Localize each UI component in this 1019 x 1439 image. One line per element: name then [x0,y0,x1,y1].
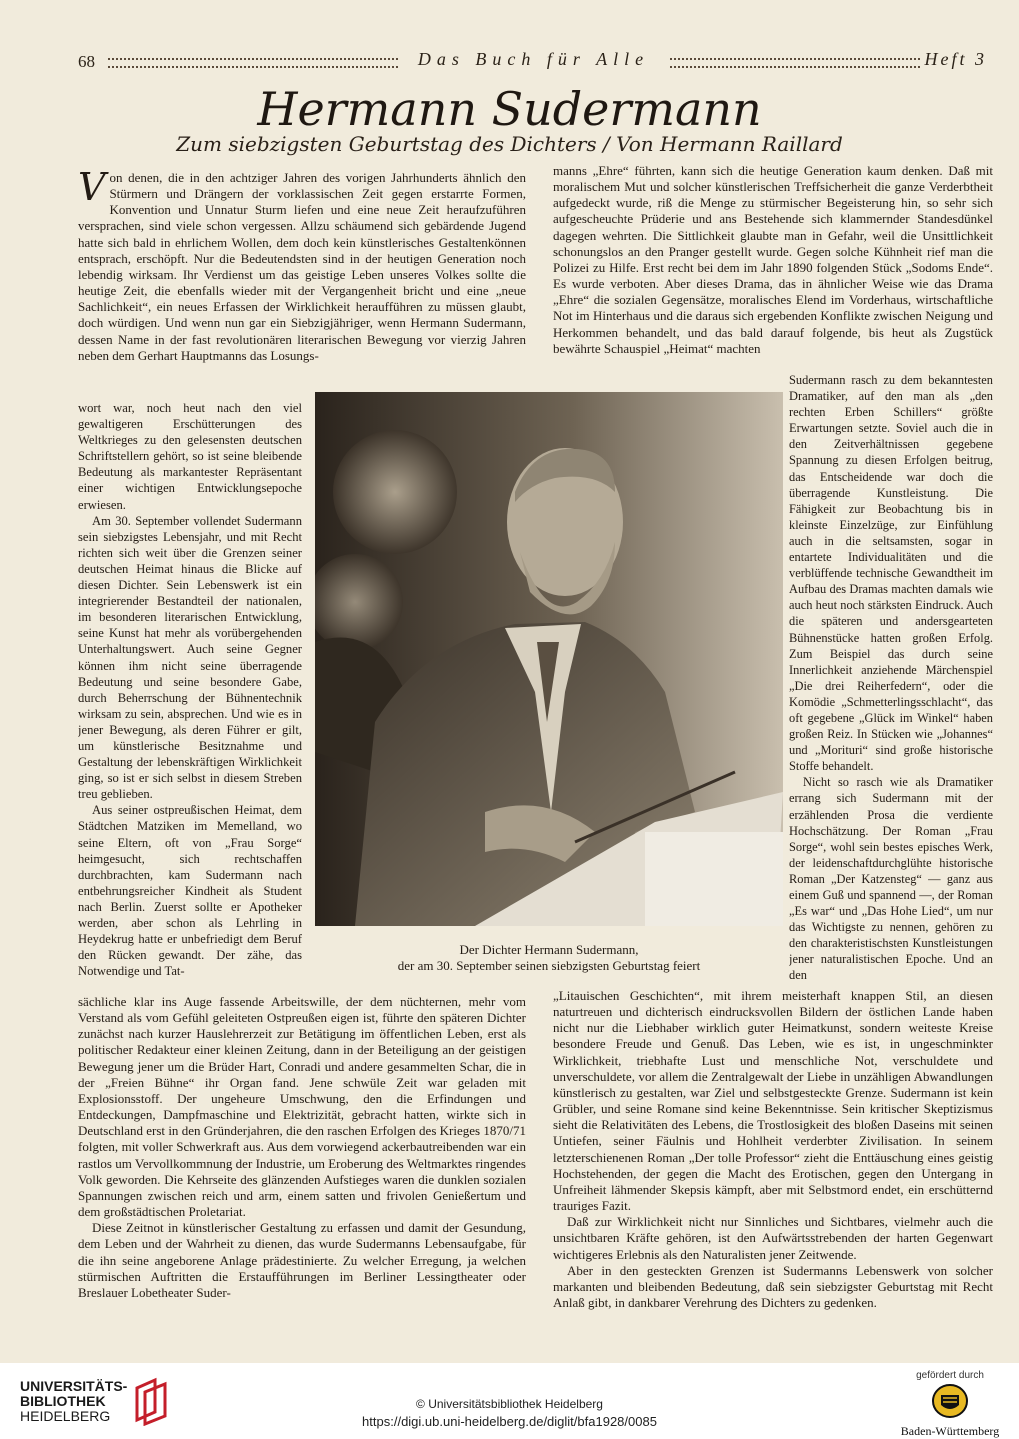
journal-title: Das Buch für Alle [417,49,650,69]
bw-coat-of-arms-icon [930,1383,970,1419]
caption-line: der am 30. September seinen siebzigsten Geburtstag feiert [397,958,701,973]
paragraph: Aus seiner ostpreußischen Heimat, dem Städtchen Matziken im Memelland, wo seine Eltern, oft von „Frau Sorge“ heimgesucht, sich rechtschaffen durchbrachten, kam Sudermann nach entbehrungsreicher Kindheit als Student nach Berlin. Zuerst sollte er Apotheker werden, aber schon als Lehrling in Heydekrug hatte er unbefriedigt dem Beruf den Rücken gewandt. Der zähe, das Notwendige und Tat- [78,803,302,979]
col2-narrow [789,372,993,986]
paragraph: sächliche klar ins Auge fassende Arbeitswille, der dem nüchternen, mehr vom Verstand als vom Gefühl geleiteten Ostpreußen eigen ist, führte den späteren Dichter zunächst nach kurzer Hauslehrerzeit zur Betätigung im öffentlichen Leben, erst als politischer Redakteur einer kleinen Zeitung, dann in der Beteiligung an der geistigen Bewegung jener um die Brüder Hart, Conradi und andere gesammelten Schar, die in der „Freien Bühne“ ihr Organ fand. Jene schwüle Zeit war geladen mit Explosionsstoff. Der ungeheure Umschwung, den die Erfindungen und Entdeckungen, Dampfmaschine und Elektrizität, gebracht hatten, wirkte sich in Deutschland erst in den Gründerjahren, die den raschen Erfolgen des Krieges 1870/71 folgten, mit voller Schwerkraft aus. Aus dem vorwiegend ackerbautreibenden war ein rastlos um Vervollkommnung der Industrie, um Eroberung des Weltmarktes ringendes Volk geworden. Die Kehrseite des glänzenden Aufstieges waren die dunklen sozialen Spannungen zwischen reich und arm, einem satten und frivolen Genießertum und dem großstädtischen Proletariat. [78,994,526,1220]
col1-bottom [78,994,526,1312]
paragraph: wort war, noch heut nach den viel gewaltigeren Erschütterungen des Weltkrieges zu den gelesensten deutschen Schriftstellern gehört, so ist seine bleibende Bedeutung als markantester Repräsentant einer wichtigen Entwicklungsepoche erwiesen. [78,401,302,512]
issue-label: Heft 3 [924,49,987,69]
photo-caption [315,942,783,974]
paragraph: „Litauischen Geschichten“, mit ihrem meisterhaft knappen Stil, an diesen naturtreuen und dichterisch eindrucksvollen Bildern der östlichen Lande haben nicht nur die Liebhaber wirklich guter Heimatkunst, sondern weiteste Kreise besondere Freude und Genuß. Das Leben, wie es ist, in ungeschminkter Wirklichkeit, triebhafte Lust und menschliche Not, verschuldete und unverschuldete, vor allem die Zentralgewalt der Liebe in unzähligen Abwandlungen künstlerisch zu gestalten, war Ziel und selbstgesteckte Grenze. Sudermann ist kein Grübler, und seine Romane sind keine Bekenntnisse. Sein kritischer Skeptizismus sieht die Relativitäten des Lebens, die Trostlosigkeit des bloßen Daseins mit seinen Untiefen, seiner Fäulnis und Hohlheit verderbter Zivilisation. In seinem letzterschienenen Roman „Der tolle Professor“ zieht die Enttäuschung eines geistig Hochstehenden, der gegen die Macht des Erotischen, gegen den Untergang in Unfreiheit lähmender Skepsis kämpft, aber mit Selbstmord endet, ein erschütternd trauriges Fazit. [553,988,993,1214]
funding-credit[interactable] [895,1370,1005,1439]
paragraph: Am 30. September vollendet Sudermann sein siebzigstes Lebensjahr, und mit Recht richten sich weit über die Grenzen seiner deutschen Heimat hinaus die Blicke auf diesen Dichter. Sein Lebenswerk ist ein integrierender Bestandteil der nationalen, im besonderen literarischen Entwicklung, seine Kunst hat mehr als vorübergehenden Unterhaltungswert. Auch seine Gegner können ihm nicht seine überragende Bedeutung und seine besondere Gabe, durch Beherrschung der Bühnentechnik wirksam zu sein, absprechen. Und wie es in jener Bewegung, als deren Führer er gilt, um künstlerische Besitznahme und Gestaltung der lebenskräftigen Wirklichkeit ging, so ist er sich selbst in diesem Streben treu geblieben. [78,513,302,802]
state-name: Baden-Württemberg [900,1424,1000,1438]
paragraph: Sudermann rasch zu dem bekanntesten Dramatiker, auf den man als „den rechten Erben Schillers“ größte Erwartungen setzte. Soviel auch die in den Zeitverhältnissen gegebene Spannung zu diesen Erfolgen beitrug, das Entscheidende war doch die überragende Kunstleistung. Die Fähigkeit zur Beobachtung bis in kleinste Einzelzüge, zur Einfühlung auch in die seltsamsten, sogar in entartete Individualitäten und die verblüffende technische Gewandtheit im Aufbau des Dramas machten damals wie auch heut noch stärksten Eindruck. Auch die späteren und andersgearteten Bühnenstücke hatten großen Erfolg. Zum Beispiel das durch seine Innerlichkeit anziehende Märchenspiel „Die drei Reiherfedern“, oder die Komödie „Schmetterlingsschlacht“, das oft gegebene „Glück im Winkel“ haben großen Reiz. In Stücken wie „Johannes“ und „Morituri“ sind große historische Stoffe behandelt. [789,373,993,774]
col1-intro [78,170,526,398]
copyright-text: © Universitätsbibliothek Heidelberg [416,1397,603,1411]
library-name-line3: HEIDELBERG [20,1407,111,1424]
article-title: Hermann Sudermann [257,82,762,136]
paragraph: Nicht so rasch wie als Dramatiker errang sich Sudermann mit der erzählenden Prosa die verdiente Hochschätzung. Der Roman „Frau Sorge“, wohl sein bestes episches Werk, der leidenschaftdurchglühte historische Roman „Der Katzensteg“ — ganz aus einem Guß und spannend —, der Roman „Es war“ und „Das Hohe Lied“, um nur das Wichtigste zu nennen, gehören zu den charakteristischsten Kunstleistungen jener naturalistischen Epoche. Und an den [789,775,993,983]
paragraph: Diese Zeitnot in künstlerischer Gestaltung zu erfassen und damit der Gesundung, dem Leben und der Wahrheit zu dienen, das wurde Sudermanns Lebensaufgabe, für die ihn seine angeborene Anlage prädestinierte. Zu welcher Erregung, ja welchen stürmischen Auftritten die Erstaufführungen im Berliner Lessingtheater oder Breslauer Lobetheater Suder- [78,1220,526,1300]
paragraph: manns „Ehre“ führten, kann sich die heutige Generation kaum denken. Daß mit moralischem Mut und solcher künstlerischen Treffsicherheit die ganze Verderbtheit aufgedeckt wurde, riß die Menge zu stürmischer Begeisterung hin, so sehr sich aufgescheuchte Prüderie und ans Bestehende sich klammernder Standesdünkel dagegen wehrten. Die Sittlichkeit glaubte man in Gefahr, weil die Unsittlichkeit schonungslos an den Pranger gestellt wurde. Gegen solche Kühnheit rief man die Polizei zu Hilfe. Erst recht bei dem im Jahr 1890 folgenden Stück „Sodoms Ende“. Es wurde verboten. Aber dieses Drama, das in ähnlicher Weise wie das Drama „Ehre“ die sozialen Gegensätze, moralisches Elend im Vorderhaus, wirtschaftliche Not im Hinterhaus und die daraus sich ergebenden Konflikte zwischen Neigung und Herkommen behandelt, und das bald darauf folgende, bis heut als Zugstück bewährte Schauspiel „Heimat“ machten [553,163,993,356]
col2-top [553,163,993,389]
permalink[interactable]: https://digi.ub.uni-heidelberg.de/diglit/bfa1928/0085 [362,1414,657,1429]
drop-cap: V [78,170,106,209]
col2-bottom [553,988,993,1310]
footer-credit [0,1392,1019,1430]
col1-narrow [78,400,302,992]
page-number: 68 [78,52,95,71]
portrait-photo [315,392,783,926]
paragraph: Aber in den gesteckten Grenzen ist Sudermanns Lebenswerk von solcher markanten und bleibenden Bedeutung, daß sein siebzigster Geburtstag mit Recht Anlaß gibt, in dankbarer Verehrung des Dichters zu gedenken. [553,1262,993,1310]
portrait-illustration [315,392,783,926]
running-header [74,44,993,74]
article-subtitle: Zum siebzigsten Geburtstag des Dichters / Von Hermann Raillard [176,132,843,156]
library-name-line2: BIBLIOTHEK [20,1392,106,1409]
funding-label: gefördert durch [916,1370,984,1381]
col1-intro-text: on denen, die in den achtziger Jahren des vorigen Jahrhunderts ähnlich den Stürmern und Drängern der vorklassischen Zeit gegen erstarrte Formen, Konvention und Unnatur Sturm liefen und eine neue Zeit heraufzuführen versprachen, sind viele schon vergessen. Allzu schäumend sich gebärdende Jugend hatte sich bald in ehrlichem Wollen, dem doch kein künstlerisches Gestaltenkönnen entsprach, erschöpft. Nur die Bedeutendsten sind in der heutigen Generation noch lebendig wirksam. Ihr Verdienst um das geistige Leben unseres Volkes sollte die heutige Zeit, die ebenfalls wieder mit der Vergangenheit bricht und eine „neue Sachlichkeit“, ein neues Erfassen der Wirklichkeit heraufführen zu müssen glaubt, doch würdigen. Und wenn nun gar ein Siebzigjähriger, wenn Hermann Sudermann, dessen Name in der fast revolutionären literarischen Bewegung vor vierzig Jahren neben dem Gerhart Hauptmanns das Losungs- [78,170,526,363]
caption-line: Der Dichter Hermann Sudermann, [459,942,639,957]
library-name-line1: UNIVERSITÄTS- [20,1377,128,1394]
header-ornament-right [670,58,920,68]
paragraph: Daß zur Wirklichkeit nicht nur Sinnliches und Sichtbares, vielmehr auch die unsichtbaren Kräfte gehören, ist den Aufwärtsstrebenden der harten Gegenwart wichtigeres Erlebnis als den Naturalisten jener Zeitwende. [553,1214,993,1262]
